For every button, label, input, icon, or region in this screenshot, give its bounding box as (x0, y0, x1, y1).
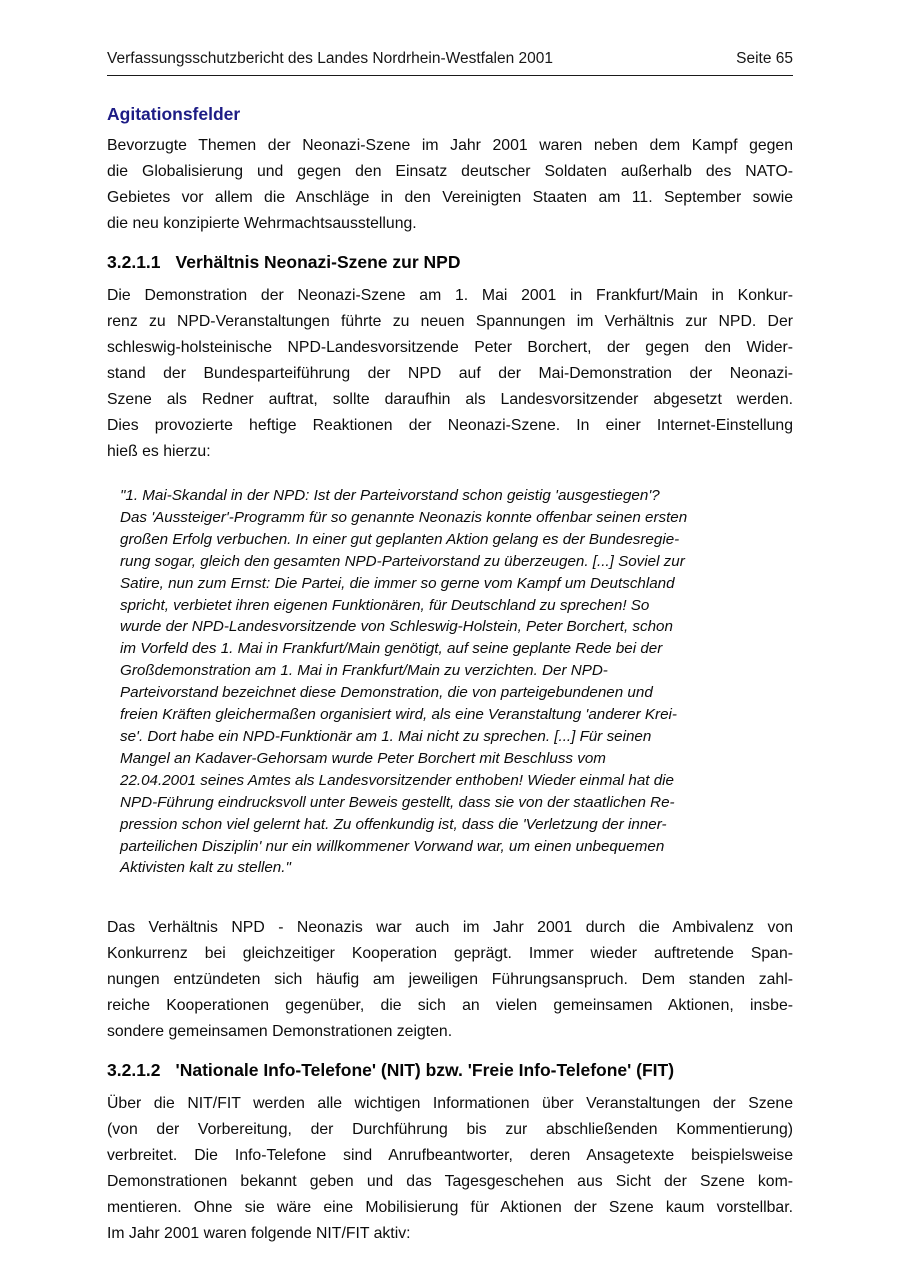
section-number: 3.2.1.1 (107, 252, 161, 272)
text-line: schleswig-holsteinische NPD-Landesvorsitzende Peter Borchert, der gegen den Wider- (107, 339, 793, 356)
text-line: nungen entzündeten sich häufig am jeweiligen Führungsanspruch. Dem standen zahl- (107, 971, 793, 989)
text-line: die Globalisierung und gegen den Einsatz deutscher Soldaten außerhalb des NATO- (107, 163, 793, 180)
text-line: "1. Mai-Skandal in der NPD: Ist der Parteivorstand schon geistig 'ausgestiegen'? (120, 487, 660, 504)
paragraph-agitationsfelder (107, 133, 793, 237)
text-line: die neu konzipierte Wehrmachtsausstellung. (107, 215, 417, 232)
text-line: Im Jahr 2001 waren folgende NIT/FIT aktiv: (107, 1225, 411, 1243)
header-page-number: Seite 65 (736, 50, 793, 67)
heading-3-2-1-2 (107, 1058, 793, 1082)
text-line: Szene als Redner auftrat, sollte daraufhin als Landesvorsitzender abgesetzt werden. (107, 391, 793, 408)
text-line: Dies provozierte heftige Reaktionen der Neonazi-Szene. In einer Internet-Einstellung (107, 417, 793, 434)
text-line: Parteivorstand bezeichnet diese Demonstration, die von parteigebundenen und (120, 684, 653, 702)
text-line: Bevorzugte Themen der Neonazi-Szene im Jahr 2001 waren neben dem Kampf gegen (107, 137, 793, 154)
text-line: freien Kräften gleichermaßen organisiert wird, als eine Veranstaltung 'anderer Krei- (120, 706, 677, 724)
text-line: Aktivisten kalt zu stellen." (120, 859, 291, 877)
text-line: NPD-Führung eindrucksvoll unter Beweis gestellt, dass sie von der staatlichen Re- (120, 793, 675, 811)
paragraph-nit-fit (107, 1091, 793, 1247)
text-line: Das 'Aussteiger'-Programm für so genannte Neonazis konnte offenbar seinen ersten (120, 508, 688, 526)
page-header (107, 50, 793, 76)
text-line: im Vorfeld des 1. Mai in Frankfurt/Main genötigt, auf seine geplante Rede bei der (120, 640, 663, 658)
text-line: (von der Vorbereitung, der Durchführung bis zur abschließenden Kommentierung) (107, 1121, 793, 1139)
header-report-title: Verfassungsschutzbericht des Landes Nordrhein-Westfalen 2001 (107, 50, 554, 67)
text-line: wurde der NPD-Landesvorsitzende von Schleswig-Holstein, Peter Borchert, schon (120, 618, 673, 636)
section-title: 'Nationale Info-Telefone' (NIT) bzw. 'Freie Info-Telefone' (FIT) (175, 1060, 675, 1081)
text-line: verbreitet. Die Info-Telefone sind Anrufbeantworter, deren Ansagetexte beispielsweise (107, 1147, 793, 1165)
paragraph-npd-relationship (107, 283, 793, 465)
text-line: 22.04.2001 seines Amtes als Landesvorsitzender enthoben! Wieder einmal hat die (120, 771, 674, 789)
text-line: Gebietes vor allem die Anschläge in den Vereinigten Staaten am 11. September sowie (107, 189, 793, 206)
text-line: mentieren. Ohne sie wäre eine Mobilisierung für Aktionen der Szene kaum vorstellbar. (107, 1199, 793, 1217)
blockquote-internet-statement (120, 485, 782, 879)
paragraph-npd-neonazis-ambivalenz (107, 915, 793, 1045)
text-line: rung sogar, gleich den gesamten NPD-Parteivorstand zu überzeugen. [...] Soviel zur (120, 552, 685, 570)
text-line: Großdemonstration am 1. Mai in Frankfurt/Main zu verzichten. Der NPD- (120, 662, 608, 680)
text-line: Satire, nun zum Ernst: Die Partei, die immer so gerne vom Kampf um Deutschland (120, 574, 675, 592)
heading-3-2-1-1 (107, 250, 793, 274)
text-line: sondere gemeinsamen Demonstrationen zeigten. (107, 1023, 453, 1041)
text-line: hieß es hierzu: (107, 443, 211, 460)
text-line: se'. Dort habe ein NPD-Funktionär am 1. Mai nicht zu sprechen. [...] Für seinen (120, 727, 652, 745)
text-line: stand der Bundesparteiführung der NPD auf der Mai-Demonstration der Neonazi- (107, 365, 793, 382)
text-line: spricht, verbietet ihren eigenen Funktionären, für Deutschland zu sprechen! So (120, 596, 650, 614)
text-line: renz zu NPD-Veranstaltungen führte zu neuen Spannungen im Verhältnis zur NPD. Der (107, 313, 793, 330)
section-title: Verhältnis Neonazi-Szene zur NPD (175, 252, 461, 272)
heading-agitationsfelder: Agitationsfelder (107, 104, 241, 124)
text-line: Das Verhältnis NPD - Neonazis war auch im Jahr 2001 durch die Ambivalenz von (107, 919, 793, 937)
text-line: Demonstrationen bekannt geben und das Tagesgeschehen aus Sicht der Szene kom- (107, 1173, 793, 1191)
text-line: Mangel an Kadaver-Gehorsam wurde Peter Borchert mit Beschluss vom (120, 749, 606, 767)
text-line: Die Demonstration der Neonazi-Szene am 1. Mai 2001 in Frankfurt/Main in Konkur- (107, 287, 793, 304)
text-line: großen Erfolg verbuchen. In einer gut geplanten Aktion gelang es der Bundesregie- (120, 530, 680, 548)
text-line: parteilichen Disziplin' nur ein willkommener Vorwand war, um einen unbequemen (120, 837, 665, 855)
document-body (107, 102, 793, 1247)
text-line: pression schon viel gelernt hat. Zu offenkundig ist, dass die 'Verletzung der inner- (120, 815, 667, 833)
text-line: Über die NIT/FIT werden alle wichtigen Informationen über Veranstaltungen der Szene (107, 1095, 793, 1113)
section-number: 3.2.1.2 (107, 1060, 161, 1081)
text-line: Konkurrenz bei gleichzeitiger Kooperation geprägt. Immer wieder auftretende Span- (107, 945, 793, 963)
text-line: reiche Kooperationen gegenüber, die sich an vielen gemeinsamen Aktionen, insbe- (107, 997, 793, 1015)
